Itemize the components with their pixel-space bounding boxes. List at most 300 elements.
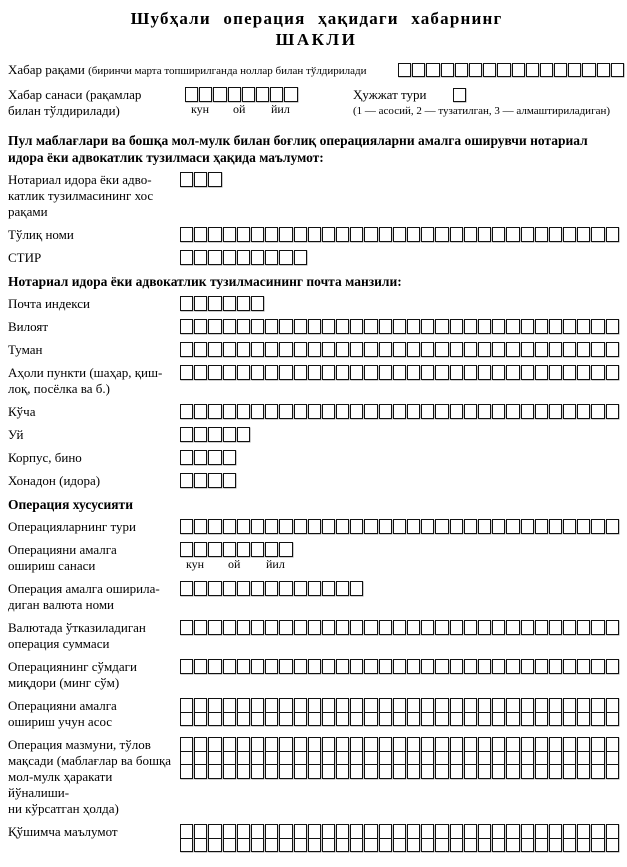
form-cell[interactable]	[464, 227, 477, 242]
form-cell[interactable]	[535, 698, 548, 713]
form-cell[interactable]	[492, 620, 505, 635]
form-cell[interactable]	[237, 250, 250, 265]
form-cell[interactable]	[506, 659, 519, 674]
form-cell[interactable]	[497, 63, 510, 78]
form-cell[interactable]	[194, 342, 207, 357]
form-cell[interactable]	[279, 319, 292, 334]
form-cell[interactable]	[492, 698, 505, 713]
form-cell[interactable]	[577, 838, 590, 853]
form-cell[interactable]	[478, 698, 491, 713]
form-cell[interactable]	[521, 824, 534, 839]
form-cell[interactable]	[265, 342, 278, 357]
form-cell[interactable]	[450, 519, 463, 534]
form-cell[interactable]	[478, 659, 491, 674]
cell-row[interactable]	[180, 365, 625, 380]
form-cell[interactable]	[535, 342, 548, 357]
form-cell[interactable]	[407, 751, 420, 766]
form-cell[interactable]	[194, 751, 207, 766]
cell-row[interactable]	[180, 581, 625, 596]
form-cell[interactable]	[350, 659, 363, 674]
form-cell[interactable]	[251, 620, 264, 635]
form-cell[interactable]	[251, 542, 264, 557]
form-cell[interactable]	[478, 227, 491, 242]
form-cell[interactable]	[407, 404, 420, 419]
form-cell[interactable]	[237, 319, 250, 334]
form-cell[interactable]	[364, 698, 377, 713]
form-cell[interactable]	[208, 473, 221, 488]
form-cell[interactable]	[322, 342, 335, 357]
form-cell[interactable]	[549, 620, 562, 635]
form-cell[interactable]	[393, 824, 406, 839]
form-cell[interactable]	[379, 319, 392, 334]
form-cell[interactable]	[322, 659, 335, 674]
form-cell[interactable]	[591, 659, 604, 674]
form-cell[interactable]	[521, 751, 534, 766]
form-cell[interactable]	[322, 227, 335, 242]
form-cell[interactable]	[308, 319, 321, 334]
form-cell[interactable]	[237, 838, 250, 853]
form-cell[interactable]	[237, 542, 250, 557]
form-cell[interactable]	[492, 404, 505, 419]
apartment-office-cells[interactable]	[180, 473, 625, 488]
form-cell[interactable]	[577, 227, 590, 242]
form-cell[interactable]	[265, 365, 278, 380]
form-cell[interactable]	[208, 172, 221, 187]
form-cell[interactable]	[435, 342, 448, 357]
form-cell[interactable]	[506, 737, 519, 752]
cell-row[interactable]	[180, 751, 625, 766]
form-cell[interactable]	[208, 712, 221, 727]
form-cell[interactable]	[535, 319, 548, 334]
form-cell[interactable]	[208, 404, 221, 419]
form-cell[interactable]	[223, 365, 236, 380]
form-cell[interactable]	[279, 620, 292, 635]
form-cell[interactable]	[407, 319, 420, 334]
form-cell[interactable]	[364, 342, 377, 357]
form-cell[interactable]	[577, 824, 590, 839]
form-cell[interactable]	[393, 519, 406, 534]
form-cell[interactable]	[549, 824, 562, 839]
form-cell[interactable]	[577, 737, 590, 752]
form-cell[interactable]	[194, 659, 207, 674]
form-cell[interactable]	[223, 659, 236, 674]
form-cell[interactable]	[549, 659, 562, 674]
form-cell[interactable]	[379, 659, 392, 674]
form-cell[interactable]	[478, 319, 491, 334]
form-cell[interactable]	[464, 365, 477, 380]
form-cell[interactable]	[180, 427, 193, 442]
form-cell[interactable]	[265, 737, 278, 752]
form-cell[interactable]	[294, 620, 307, 635]
form-cell[interactable]	[549, 519, 562, 534]
form-cell[interactable]	[563, 751, 576, 766]
form-cell[interactable]	[251, 698, 264, 713]
form-cell[interactable]	[208, 824, 221, 839]
form-cell[interactable]	[208, 542, 221, 557]
form-cell[interactable]	[237, 712, 250, 727]
cell-row[interactable]	[180, 764, 625, 779]
operation-purpose-cells[interactable]	[180, 737, 625, 779]
form-cell[interactable]	[294, 764, 307, 779]
document-type-cell[interactable]	[453, 88, 467, 103]
operation-date-cells[interactable]	[180, 542, 625, 572]
form-cell[interactable]	[350, 838, 363, 853]
form-cell[interactable]	[450, 365, 463, 380]
form-cell[interactable]	[279, 824, 292, 839]
form-cell[interactable]	[450, 737, 463, 752]
form-cell[interactable]	[194, 838, 207, 853]
form-cell[interactable]	[554, 63, 567, 78]
form-cell[interactable]	[407, 764, 420, 779]
form-cell[interactable]	[591, 824, 604, 839]
form-cell[interactable]	[506, 519, 519, 534]
form-cell[interactable]	[478, 824, 491, 839]
form-cell[interactable]	[478, 751, 491, 766]
form-cell[interactable]	[350, 319, 363, 334]
form-cell[interactable]	[208, 698, 221, 713]
form-cell[interactable]	[435, 365, 448, 380]
form-cell[interactable]	[194, 427, 207, 442]
form-cell[interactable]	[379, 620, 392, 635]
form-cell[interactable]	[294, 404, 307, 419]
form-cell[interactable]	[379, 342, 392, 357]
form-cell[interactable]	[336, 764, 349, 779]
form-cell[interactable]	[180, 712, 193, 727]
form-cell[interactable]	[284, 87, 297, 102]
form-cell[interactable]	[294, 712, 307, 727]
form-cell[interactable]	[336, 751, 349, 766]
form-cell[interactable]	[577, 404, 590, 419]
form-cell[interactable]	[208, 659, 221, 674]
form-cell[interactable]	[180, 404, 193, 419]
form-cell[interactable]	[265, 227, 278, 242]
form-cell[interactable]	[350, 737, 363, 752]
form-cell[interactable]	[308, 838, 321, 853]
cell-row[interactable]	[180, 542, 625, 557]
form-cell[interactable]	[464, 698, 477, 713]
form-cell[interactable]	[549, 751, 562, 766]
form-cell[interactable]	[208, 319, 221, 334]
form-cell[interactable]	[393, 764, 406, 779]
form-cell[interactable]	[450, 764, 463, 779]
form-cell[interactable]	[194, 227, 207, 242]
form-cell[interactable]	[549, 764, 562, 779]
form-cell[interactable]	[492, 519, 505, 534]
form-cell[interactable]	[526, 63, 539, 78]
form-cell[interactable]	[407, 712, 420, 727]
form-cell[interactable]	[208, 342, 221, 357]
form-cell[interactable]	[237, 824, 250, 839]
form-cell[interactable]	[421, 620, 434, 635]
cell-row[interactable]	[180, 473, 625, 488]
form-cell[interactable]	[563, 659, 576, 674]
form-cell[interactable]	[350, 404, 363, 419]
form-cell[interactable]	[521, 342, 534, 357]
form-cell[interactable]	[251, 365, 264, 380]
form-cell[interactable]	[478, 712, 491, 727]
form-cell[interactable]	[535, 519, 548, 534]
form-cell[interactable]	[294, 365, 307, 380]
form-cell[interactable]	[294, 519, 307, 534]
form-cell[interactable]	[180, 764, 193, 779]
form-cell[interactable]	[435, 620, 448, 635]
form-cell[interactable]	[478, 404, 491, 419]
form-cell[interactable]	[407, 838, 420, 853]
form-cell[interactable]	[407, 342, 420, 357]
form-cell[interactable]	[421, 319, 434, 334]
form-cell[interactable]	[350, 824, 363, 839]
form-cell[interactable]	[506, 404, 519, 419]
form-cell[interactable]	[450, 342, 463, 357]
form-cell[interactable]	[421, 737, 434, 752]
form-cell[interactable]	[251, 404, 264, 419]
form-cell[interactable]	[506, 751, 519, 766]
tin-stir-cells[interactable]	[180, 250, 625, 265]
form-cell[interactable]	[308, 342, 321, 357]
form-cell[interactable]	[180, 824, 193, 839]
form-cell[interactable]	[251, 764, 264, 779]
street-cells[interactable]	[180, 404, 625, 419]
form-cell[interactable]	[450, 698, 463, 713]
form-cell[interactable]	[350, 712, 363, 727]
form-cell[interactable]	[185, 87, 198, 102]
form-cell[interactable]	[223, 342, 236, 357]
form-cell[interactable]	[265, 519, 278, 534]
form-cell[interactable]	[563, 342, 576, 357]
currency-name-cells[interactable]	[180, 581, 625, 596]
form-cell[interactable]	[435, 838, 448, 853]
form-cell[interactable]	[469, 63, 482, 78]
form-cell[interactable]	[464, 751, 477, 766]
full-name-cells[interactable]	[180, 227, 625, 242]
form-cell[interactable]	[180, 751, 193, 766]
form-cell[interactable]	[421, 764, 434, 779]
form-cell[interactable]	[208, 227, 221, 242]
form-cell[interactable]	[521, 764, 534, 779]
cell-row[interactable]	[180, 824, 625, 839]
form-cell[interactable]	[450, 659, 463, 674]
form-cell[interactable]	[208, 427, 221, 442]
cell-row[interactable]	[180, 450, 625, 465]
form-cell[interactable]	[336, 620, 349, 635]
form-cell[interactable]	[426, 63, 439, 78]
form-cell[interactable]	[194, 450, 207, 465]
form-cell[interactable]	[194, 250, 207, 265]
form-cell[interactable]	[194, 172, 207, 187]
form-cell[interactable]	[294, 227, 307, 242]
form-cell[interactable]	[521, 620, 534, 635]
form-cell[interactable]	[251, 751, 264, 766]
form-cell[interactable]	[336, 519, 349, 534]
form-cell[interactable]	[308, 824, 321, 839]
form-cell[interactable]	[265, 581, 278, 596]
form-cell[interactable]	[512, 63, 525, 78]
form-cell[interactable]	[364, 824, 377, 839]
form-cell[interactable]	[364, 519, 377, 534]
form-cell[interactable]	[435, 404, 448, 419]
form-cell[interactable]	[322, 737, 335, 752]
form-cell[interactable]	[521, 698, 534, 713]
form-cell[interactable]	[435, 764, 448, 779]
form-cell[interactable]	[336, 227, 349, 242]
form-cell[interactable]	[336, 581, 349, 596]
form-cell[interactable]	[478, 342, 491, 357]
form-cell[interactable]	[407, 698, 420, 713]
form-cell[interactable]	[208, 365, 221, 380]
form-cell[interactable]	[208, 838, 221, 853]
form-cell[interactable]	[265, 250, 278, 265]
form-cell[interactable]	[591, 712, 604, 727]
form-cell[interactable]	[251, 659, 264, 674]
cell-row[interactable]	[180, 427, 625, 442]
form-cell[interactable]	[194, 519, 207, 534]
form-cell[interactable]	[535, 838, 548, 853]
form-cell[interactable]	[591, 698, 604, 713]
form-cell[interactable]	[492, 737, 505, 752]
form-cell[interactable]	[582, 63, 595, 78]
form-cell[interactable]	[336, 824, 349, 839]
form-cell[interactable]	[194, 542, 207, 557]
form-cell[interactable]	[563, 319, 576, 334]
form-cell[interactable]	[194, 824, 207, 839]
form-cell[interactable]	[364, 404, 377, 419]
form-cell[interactable]	[308, 581, 321, 596]
form-cell[interactable]	[364, 319, 377, 334]
form-cell[interactable]	[223, 319, 236, 334]
cell-row[interactable]	[180, 659, 625, 674]
form-cell[interactable]	[577, 620, 590, 635]
form-cell[interactable]	[294, 824, 307, 839]
form-cell[interactable]	[237, 227, 250, 242]
form-cell[interactable]	[294, 250, 307, 265]
form-cell[interactable]	[492, 838, 505, 853]
form-cell[interactable]	[237, 698, 250, 713]
form-cell[interactable]	[270, 87, 283, 102]
form-cell[interactable]	[336, 659, 349, 674]
form-cell[interactable]	[237, 365, 250, 380]
form-cell[interactable]	[492, 764, 505, 779]
form-cell[interactable]	[194, 737, 207, 752]
currency-amount-cells[interactable]	[180, 620, 625, 635]
form-cell[interactable]	[308, 404, 321, 419]
form-cell[interactable]	[279, 542, 292, 557]
form-cell[interactable]	[279, 581, 292, 596]
form-cell[interactable]	[322, 365, 335, 380]
form-cell[interactable]	[577, 365, 590, 380]
form-cell[interactable]	[194, 319, 207, 334]
form-cell[interactable]	[591, 227, 604, 242]
form-cell[interactable]	[364, 659, 377, 674]
form-cell[interactable]	[421, 659, 434, 674]
form-cell[interactable]	[577, 751, 590, 766]
form-cell[interactable]	[606, 319, 619, 334]
form-cell[interactable]	[521, 365, 534, 380]
form-cell[interactable]	[180, 342, 193, 357]
form-cell[interactable]	[535, 659, 548, 674]
form-cell[interactable]	[279, 764, 292, 779]
form-cell[interactable]	[251, 737, 264, 752]
form-cell[interactable]	[450, 712, 463, 727]
cell-row[interactable]	[180, 250, 625, 265]
form-cell[interactable]	[450, 404, 463, 419]
form-cell[interactable]	[478, 764, 491, 779]
form-cell[interactable]	[279, 698, 292, 713]
form-cell[interactable]	[223, 404, 236, 419]
form-cell[interactable]	[535, 737, 548, 752]
form-cell[interactable]	[393, 620, 406, 635]
form-cell[interactable]	[398, 63, 411, 78]
form-cell[interactable]	[251, 838, 264, 853]
form-cell[interactable]	[208, 296, 221, 311]
form-cell[interactable]	[308, 698, 321, 713]
form-cell[interactable]	[364, 227, 377, 242]
form-cell[interactable]	[237, 296, 250, 311]
sum-amount-cells[interactable]	[180, 659, 625, 674]
form-cell[interactable]	[364, 365, 377, 380]
form-cell[interactable]	[194, 296, 207, 311]
form-cell[interactable]	[364, 764, 377, 779]
form-cell[interactable]	[336, 365, 349, 380]
form-cell[interactable]	[540, 63, 553, 78]
form-cell[interactable]	[294, 737, 307, 752]
form-cell[interactable]	[535, 404, 548, 419]
form-cell[interactable]	[591, 404, 604, 419]
form-cell[interactable]	[379, 519, 392, 534]
form-cell[interactable]	[407, 737, 420, 752]
form-cell[interactable]	[251, 227, 264, 242]
form-cell[interactable]	[563, 824, 576, 839]
form-cell[interactable]	[597, 63, 610, 78]
form-cell[interactable]	[228, 87, 241, 102]
form-cell[interactable]	[237, 620, 250, 635]
cell-row[interactable]	[180, 838, 625, 853]
form-cell[interactable]	[549, 404, 562, 419]
form-cell[interactable]	[237, 751, 250, 766]
form-cell[interactable]	[483, 63, 496, 78]
cell-row[interactable]	[180, 342, 625, 357]
form-cell[interactable]	[407, 659, 420, 674]
form-cell[interactable]	[563, 737, 576, 752]
form-cell[interactable]	[421, 365, 434, 380]
form-cell[interactable]	[549, 319, 562, 334]
form-cell[interactable]	[322, 751, 335, 766]
form-cell[interactable]	[294, 838, 307, 853]
form-cell[interactable]	[379, 227, 392, 242]
form-cell[interactable]	[421, 824, 434, 839]
form-cell[interactable]	[393, 712, 406, 727]
form-cell[interactable]	[563, 620, 576, 635]
form-cell[interactable]	[535, 751, 548, 766]
cell-row[interactable]	[180, 712, 625, 727]
form-cell[interactable]	[237, 581, 250, 596]
form-cell[interactable]	[379, 737, 392, 752]
form-cell[interactable]	[265, 542, 278, 557]
settlement-cells[interactable]	[180, 365, 625, 380]
form-cell[interactable]	[568, 63, 581, 78]
form-cell[interactable]	[279, 227, 292, 242]
form-cell[interactable]	[265, 659, 278, 674]
form-cell[interactable]	[180, 227, 193, 242]
form-cell[interactable]	[265, 319, 278, 334]
form-cell[interactable]	[265, 824, 278, 839]
report-date-cells[interactable]	[185, 87, 315, 102]
form-cell[interactable]	[251, 581, 264, 596]
form-cell[interactable]	[223, 519, 236, 534]
form-cell[interactable]	[464, 712, 477, 727]
form-cell[interactable]	[180, 698, 193, 713]
form-cell[interactable]	[350, 751, 363, 766]
report-number-cells[interactable]	[398, 63, 625, 78]
